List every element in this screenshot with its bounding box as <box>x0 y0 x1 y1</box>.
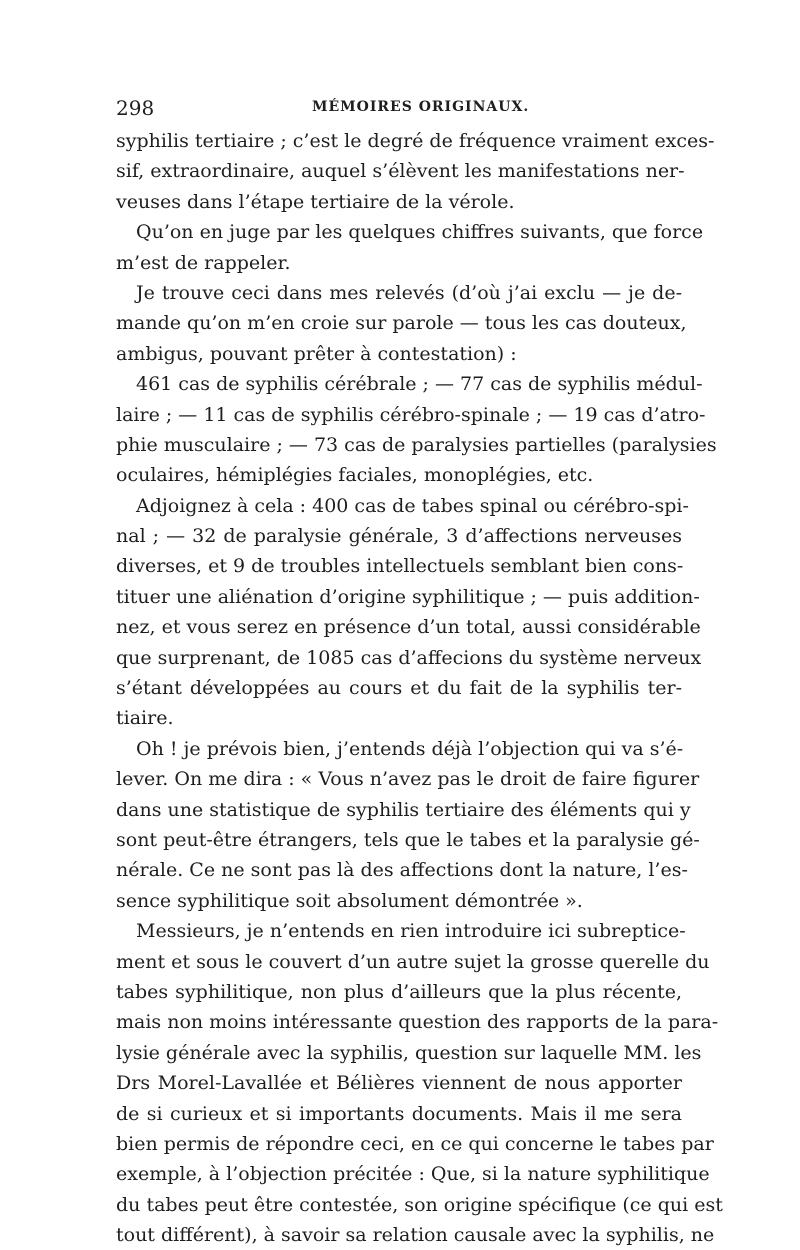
text-line: de si curieux et si importants documents. Mais il me sera <box>116 1102 682 1125</box>
text-line: sence syphilitique soit absolument démontrée ». <box>116 889 583 912</box>
text-line: tiaire. <box>116 707 174 730</box>
text-line: oculaires, hémiplégies faciales, monoplégies, etc. <box>116 464 594 487</box>
running-title: MÉMOIRES ORIGINAUX. <box>312 99 530 115</box>
text-line: phie musculaire ; — 73 cas de paralysies partielles (paralysies <box>116 433 717 456</box>
page-number: 298 <box>116 96 155 120</box>
text-line: lever. On me dira : « Vous n’avez pas le droit de faire figurer <box>116 768 700 791</box>
text-line: bien permis de répondre ceci, en ce qui concerne le tabes par <box>116 1132 714 1155</box>
text-line: mande qu’on m’en croie sur parole — tous les cas douteux, <box>116 312 687 335</box>
text-line: Drs Morel-Lavallée et Bélières viennent de nous apporter <box>116 1072 682 1095</box>
text-line: tituer une aliénation d’origine syphilitique ; — puis addition- <box>116 585 700 608</box>
text-line: Messieurs, je n’entends en rien introduire ici subreptice- <box>136 920 686 943</box>
book-page <box>116 96 723 1250</box>
text-line: veuses dans l’étape tertiaire de la vérole. <box>116 190 515 213</box>
text-line: s’étant développées au cours et du fait de la syphilis ter- <box>116 677 682 700</box>
running-head <box>116 96 682 126</box>
text-line: Oh ! je prévois bien, j’entends déjà l’objection qui va s’é- <box>136 737 684 760</box>
text-line: nal ; — 32 de paralysie générale, 3 d’affections nerveuses <box>116 525 682 548</box>
text-line: nez, et vous serez en présence d’un total, aussi considérable <box>116 616 701 639</box>
text-line: Je trouve ceci dans mes relevés (d’où j’ai exclu — je de- <box>136 281 682 304</box>
text-line: laire ; — 11 cas de syphilis cérébro-spinale ; — 19 cas d’atro- <box>116 403 706 426</box>
body-text <box>116 126 723 1250</box>
text-line: nérale. Ce ne sont pas là des affections dont la nature, l’es- <box>116 859 688 882</box>
text-line: sif, extraordinaire, auquel s’élèvent les manifestations ner- <box>116 160 685 183</box>
text-line: dans une statistique de syphilis tertiaire des éléments qui y <box>116 798 691 821</box>
text-line: Adjoignez à cela : 400 cas de tabes spinal ou cérébro-spi- <box>136 494 689 517</box>
text-line: ambigus, pouvant prêter à contestation) : <box>116 342 517 365</box>
text-line: que surprenant, de 1085 cas d’affecions du système nerveux <box>116 646 702 669</box>
text-line: tabes syphilitique, non plus d’ailleurs que la plus récente, <box>116 980 682 1003</box>
text-line: exemple, à l’objection précitée : Que, si la nature syphilitique <box>116 1163 710 1186</box>
text-line: ment et sous le couvert d’un autre sujet la grosse querelle du <box>116 950 710 973</box>
text-line: syphilis tertiaire ; c’est le degré de fréquence vraiment exces- <box>116 130 715 152</box>
text-line: mais non moins intéressante question des rapports de la para- <box>116 1011 719 1034</box>
text-line: diverses, et 9 de troubles intellectuels semblant bien cons- <box>116 555 684 578</box>
text-line: Qu’on en juge par les quelques chiffres suivants, que force <box>136 221 704 244</box>
text-line: tout différent), à savoir sa relation causale avec la syphilis, ne <box>116 1224 715 1247</box>
text-line: du tabes peut être contestée, son origine spécifique (ce qui est <box>116 1193 723 1216</box>
text-line: m’est de rappeler. <box>116 251 291 274</box>
text-line: 461 cas de syphilis cérébrale ; — 77 cas de syphilis médul- <box>136 373 703 396</box>
text-line: lysie générale avec la syphilis, question sur laquelle MM. les <box>116 1041 702 1064</box>
text-line: sont peut-être étrangers, tels que le tabes et la paralysie gé- <box>116 828 700 851</box>
